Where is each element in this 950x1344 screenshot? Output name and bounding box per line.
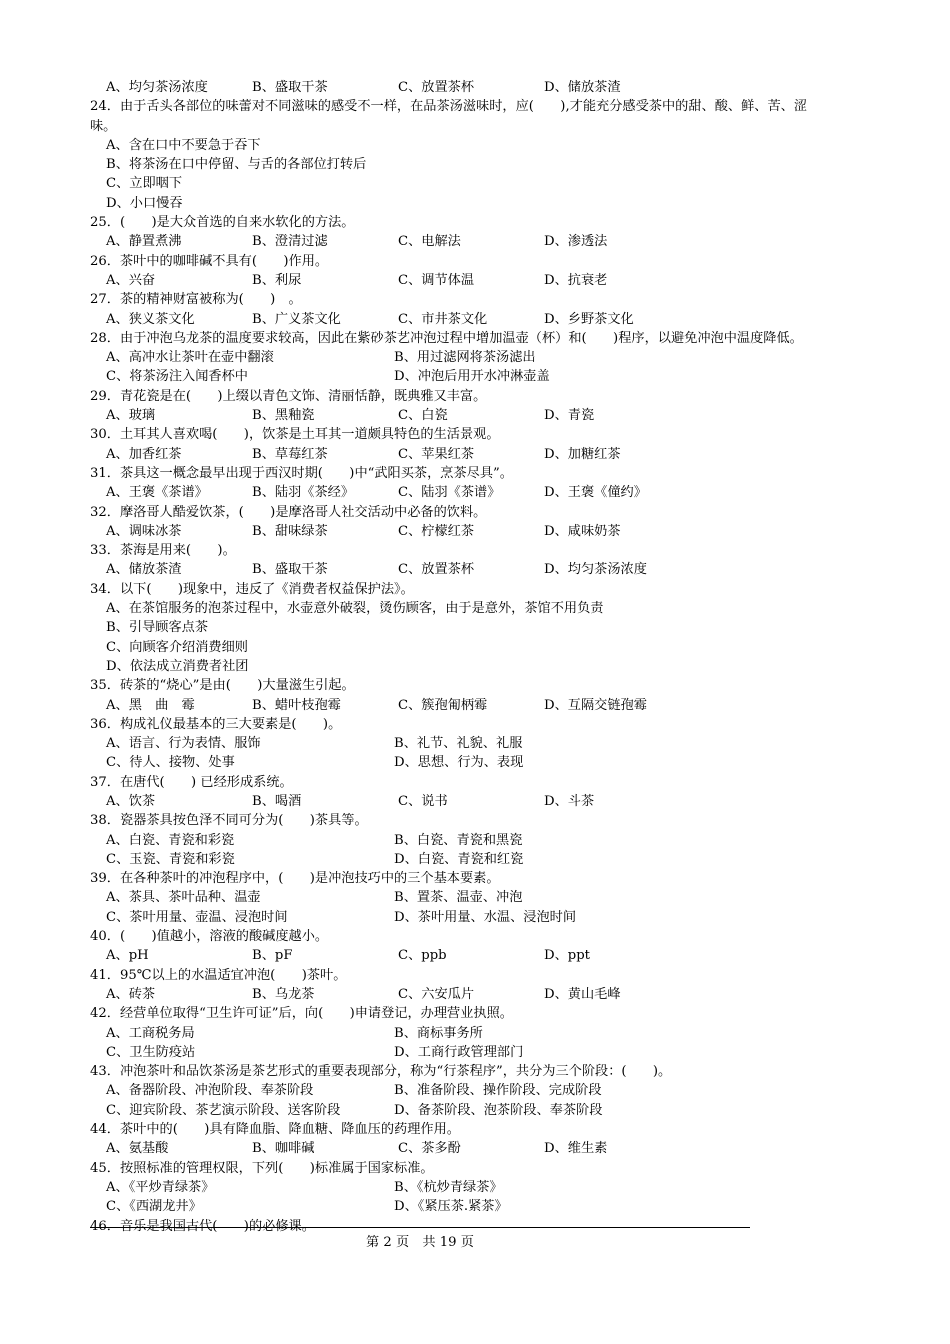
- question-q28: [90, 329, 870, 387]
- question-stem: 34．以下( )现象中，违反了《消费者权益保护法》。: [90, 581, 414, 597]
- option-b: B、商标事务所: [394, 1025, 483, 1041]
- option-c: C、向顾客介绍消费细则: [106, 639, 248, 655]
- question-stem: 45．按照标准的管理权限，下列( )标准属于国家标准。: [90, 1160, 434, 1176]
- question-q32: [90, 503, 870, 542]
- option-c: C、调节体温: [398, 272, 475, 288]
- option-a: A、备器阶段、冲泡阶段、奉茶阶段: [106, 1083, 314, 1099]
- option-b: B、将茶汤在口中停留、与舌的各部位打转后: [106, 157, 367, 173]
- option-c: C、茶叶用量、壶温、浸泡时间: [106, 909, 288, 925]
- question-q37: [90, 773, 870, 812]
- question-stem: 38．瓷器茶具按色泽不同可分为( )茶具等。: [90, 813, 368, 829]
- option-b: B、喝酒: [252, 793, 302, 809]
- option-row: [90, 888, 870, 907]
- option-a: A、工商税务局: [106, 1025, 195, 1041]
- option-d: D、乡野茶文化: [544, 311, 634, 327]
- option-c: C、簇孢匍柄霉: [398, 697, 488, 713]
- option-c: C、陆羽《茶谱》: [398, 485, 501, 501]
- option-row: [90, 1178, 870, 1197]
- option-row: [90, 1024, 870, 1043]
- option-row: [90, 560, 870, 579]
- option-a: A、《平炒青绿茶》: [106, 1179, 215, 1195]
- option-b: B、蜡叶枝孢霉: [252, 697, 341, 713]
- question-stem: 30．土耳其人喜欢喝( )，饮茶是土耳其一道颇具特色的生活景观。: [90, 427, 500, 443]
- question-stem: 26．茶叶中的咖啡碱不具有( )作用。: [90, 253, 329, 269]
- option-b: B、礼节、礼貌、礼服: [394, 736, 523, 752]
- question-q44: [90, 1120, 870, 1159]
- option-d: D、抗衰老: [544, 272, 608, 288]
- option-d: D、备茶阶段、泡茶阶段、奉茶阶段: [394, 1102, 603, 1118]
- option-c: C、说书: [398, 793, 448, 809]
- option-a: A、均匀茶汤浓度: [106, 80, 208, 95]
- option-a: A、语言、行为表情、服饰: [106, 736, 261, 752]
- question-q39: [90, 869, 870, 927]
- option-b: B、咖啡碱: [252, 1141, 315, 1157]
- option-row: [90, 734, 870, 753]
- option-row: [90, 985, 870, 1004]
- option-a: A、pH: [106, 948, 149, 964]
- question-q24: [90, 97, 870, 213]
- option-b: B、置茶、温壶、冲泡: [394, 890, 523, 906]
- option-d: D、ppt: [544, 948, 590, 964]
- option-d: D、储放茶渣: [544, 80, 621, 95]
- question-q23-tail: [90, 78, 870, 97]
- option-d: D、思想、行为、表现: [394, 755, 524, 771]
- option-a: A、在茶馆服务的泡茶过程中，水壶意外破裂，烫伤顾客，由于是意外，茶馆不用负责: [106, 601, 604, 617]
- question-q40: [90, 927, 870, 966]
- option-a: A、茶具、茶叶品种、温壶: [106, 890, 261, 906]
- question-q33: [90, 541, 870, 580]
- question-stem: 46．音乐是我国古代( )的必修课。: [90, 1218, 315, 1234]
- option-c: C、电解法: [398, 234, 461, 250]
- option-a: A、玻璃: [106, 408, 156, 424]
- question-q35: [90, 676, 870, 715]
- option-row: [90, 831, 870, 850]
- option-a: A、高冲水让茶叶在壶中翻滚: [106, 350, 274, 366]
- question-q29: [90, 387, 870, 426]
- option-a: A、调味冰茶: [106, 523, 182, 539]
- option-row: [90, 1043, 870, 1062]
- option-d: D、黄山毛峰: [544, 986, 621, 1002]
- option-b: B、引导顾客点茶: [106, 620, 209, 636]
- exam-page-content: [90, 78, 870, 1236]
- question-stem: 39．在各种茶叶的冲泡程序中，( )是冲泡技巧中的三个基本要素。: [90, 871, 500, 887]
- option-b: B、准备阶段、操作阶段、完成阶段: [394, 1083, 602, 1099]
- footer-divider: [90, 1227, 750, 1228]
- option-b: B、利尿: [252, 272, 302, 288]
- option-b: B、澄清过滤: [252, 234, 328, 250]
- option-row: [90, 1081, 870, 1100]
- question-stem: 41．95℃以上的水温适宜冲泡( )茶叶。: [90, 967, 347, 983]
- question-stem: 37．在唐代( ) 已经形成系统。: [90, 774, 293, 790]
- option-d: D、白瓷、青瓷和红瓷: [394, 851, 524, 867]
- option-c: C、将茶汤注入闻香杯中: [106, 369, 248, 385]
- option-d: D、茶叶用量、水温、浸泡时间: [394, 909, 577, 925]
- option-d: D、王褒《僮约》: [544, 485, 647, 501]
- option-c: C、放置茶杯: [398, 562, 475, 578]
- option-b: B、白瓷、青瓷和黑瓷: [394, 832, 523, 848]
- question-stem: 43．冲泡茶叶和品饮茶汤是茶艺形式的重要表现部分，称为“行茶程序”，共分为三个阶段：( )。: [90, 1064, 672, 1080]
- option-d: D、青瓷: [544, 408, 595, 424]
- question-q38: [90, 811, 870, 869]
- option-c: C、放置茶杯: [398, 80, 475, 95]
- option-b: B、陆羽《茶经》: [252, 485, 355, 501]
- question-stem: 28．由于冲泡乌龙茶的温度要求较高，因此在紫砂茶艺冲泡过程中增加温壶（杯）和( )程序，以避免冲泡中温度降低。: [90, 330, 803, 346]
- option-row: [90, 1197, 870, 1216]
- option-row: [90, 1101, 870, 1120]
- question-q25: [90, 213, 870, 252]
- option-row: [90, 232, 870, 251]
- question-stem: 35．砖茶的“烧心”是由( )大量滋生引起。: [90, 678, 355, 694]
- option-a: A、储放茶渣: [106, 562, 182, 578]
- option-d: D、小口慢吞: [106, 195, 183, 211]
- option-row: [90, 348, 870, 367]
- option-a: A、砖茶: [106, 986, 156, 1002]
- option-c: C、玉瓷、青瓷和彩瓷: [106, 851, 235, 867]
- question-q43: [90, 1062, 870, 1120]
- option-row: [90, 908, 870, 927]
- option-b: B、《杭炒青绿茶》: [394, 1179, 503, 1195]
- option-c: C、白瓷: [398, 408, 448, 424]
- question-q31: [90, 464, 870, 503]
- option-c: C、待人、接物、处事: [106, 755, 235, 771]
- option-a: A、氨基酸: [106, 1141, 169, 1157]
- option-row: [90, 406, 870, 425]
- option-b: B、草莓红茶: [252, 446, 328, 462]
- option-a: A、含在口中不要急于吞下: [106, 137, 261, 153]
- question-q27: [90, 290, 870, 329]
- option-b: B、广义茶文化: [252, 311, 341, 327]
- option-a: A、静置煮沸: [106, 234, 182, 250]
- option-d: D、冲泡后用开水冲淋壶盖: [394, 369, 550, 385]
- option-a: A、王褒《茶谱》: [106, 485, 208, 501]
- option-row: [90, 271, 870, 290]
- option-d: D、工商行政管理部门: [394, 1044, 524, 1060]
- option-row: [90, 78, 870, 97]
- option-b: B、pF: [252, 948, 293, 964]
- option-a: A、黑 曲 霉: [106, 697, 195, 713]
- option-row: [90, 310, 870, 329]
- option-a: A、狭义茶文化: [106, 311, 195, 327]
- question-stem: 40．( )值越小，溶液的酸碱度越小。: [90, 929, 329, 945]
- question-q34: [90, 580, 870, 676]
- option-d: D、斗茶: [544, 793, 595, 809]
- option-row: [90, 792, 870, 811]
- option-d: D、咸味奶茶: [544, 523, 621, 539]
- option-b: B、盛取干茶: [252, 80, 328, 95]
- question-stem: 33．茶海是用来( )。: [90, 543, 236, 559]
- question-stem: 36．构成礼仪最基本的三大要素是( )。: [90, 716, 342, 732]
- question-q36: [90, 715, 870, 773]
- option-b: B、甜味绿茶: [252, 523, 328, 539]
- option-a: A、白瓷、青瓷和彩瓷: [106, 832, 235, 848]
- page-footer: 第 2 页 共 19 页: [366, 1235, 474, 1250]
- question-stem: 42．经营单位取得“卫生许可证”后，向( )申请登记，办理营业执照。: [90, 1006, 513, 1022]
- option-d: D、均匀茶汤浓度: [544, 562, 647, 578]
- option-d: D、维生素: [544, 1141, 608, 1157]
- question-q45: [90, 1159, 870, 1217]
- question-stem: 24．由于舌头各部位的味蕾对不同滋味的感受不一样，在品茶汤滋味时，应( ),才能充分感受茶中的甜、酸、鲜、苦、涩: [90, 99, 808, 115]
- option-c: C、《西湖龙井》: [106, 1199, 202, 1215]
- question-stem: 32．摩洛哥人酷爱饮茶，( )是摩洛哥人社交活动中必备的饮料。: [90, 504, 487, 520]
- option-b: B、乌龙茶: [252, 986, 315, 1002]
- option-row: [90, 753, 870, 772]
- option-b: B、盛取干茶: [252, 562, 328, 578]
- option-c: C、立即咽下: [106, 176, 183, 192]
- question-q30: [90, 425, 870, 464]
- option-b: B、黑釉瓷: [252, 408, 315, 424]
- option-d: D、加糖红茶: [544, 446, 621, 462]
- option-a: A、加香红茶: [106, 446, 182, 462]
- question-q26: [90, 252, 870, 291]
- question-stem: 31．茶具这一概念最早出现于西汉时期( )中“武阳买茶，烹茶尽具”。: [90, 465, 513, 481]
- question-stem: 44．茶叶中的( )具有降血脂、降血糖、降血压的药理作用。: [90, 1122, 460, 1138]
- question-q42: [90, 1004, 870, 1062]
- option-c: C、市井茶文化: [398, 311, 488, 327]
- question-stem: 味。: [90, 118, 117, 134]
- option-d: D、渗透法: [544, 234, 608, 250]
- option-row: [90, 522, 870, 541]
- option-b: B、用过滤网将茶汤滤出: [394, 350, 536, 366]
- question-stem: 27．茶的精神财富被称为( ) 。: [90, 292, 302, 308]
- question-stem: 25．( )是大众首选的自来水软化的方法。: [90, 215, 355, 231]
- option-c: C、茶多酚: [398, 1141, 461, 1157]
- option-row: [90, 483, 870, 502]
- question-q41: [90, 966, 870, 1005]
- option-c: C、ppb: [398, 948, 447, 964]
- option-a: A、兴奋: [106, 272, 156, 288]
- option-c: C、柠檬红茶: [398, 523, 475, 539]
- option-d: D、依法成立消费者社团: [106, 658, 249, 674]
- option-d: D、《紧压茶.紧茶》: [394, 1199, 508, 1215]
- option-row: [90, 696, 870, 715]
- option-row: [90, 850, 870, 869]
- option-a: A、饮茶: [106, 793, 156, 809]
- option-row: [90, 946, 870, 965]
- option-row: [90, 367, 870, 386]
- question-stem: 29．青花瓷是在( )上缀以青色文饰、清丽恬静，既典雅又丰富。: [90, 388, 487, 404]
- option-row: [90, 445, 870, 464]
- option-c: C、卫生防疫站: [106, 1044, 196, 1060]
- option-c: C、苹果红茶: [398, 446, 475, 462]
- option-d: D、互隔交链孢霉: [544, 697, 647, 713]
- option-row: [90, 1139, 870, 1158]
- option-c: C、迎宾阶段、茶艺演示阶段、送客阶段: [106, 1102, 341, 1118]
- option-c: C、六安瓜片: [398, 986, 475, 1002]
